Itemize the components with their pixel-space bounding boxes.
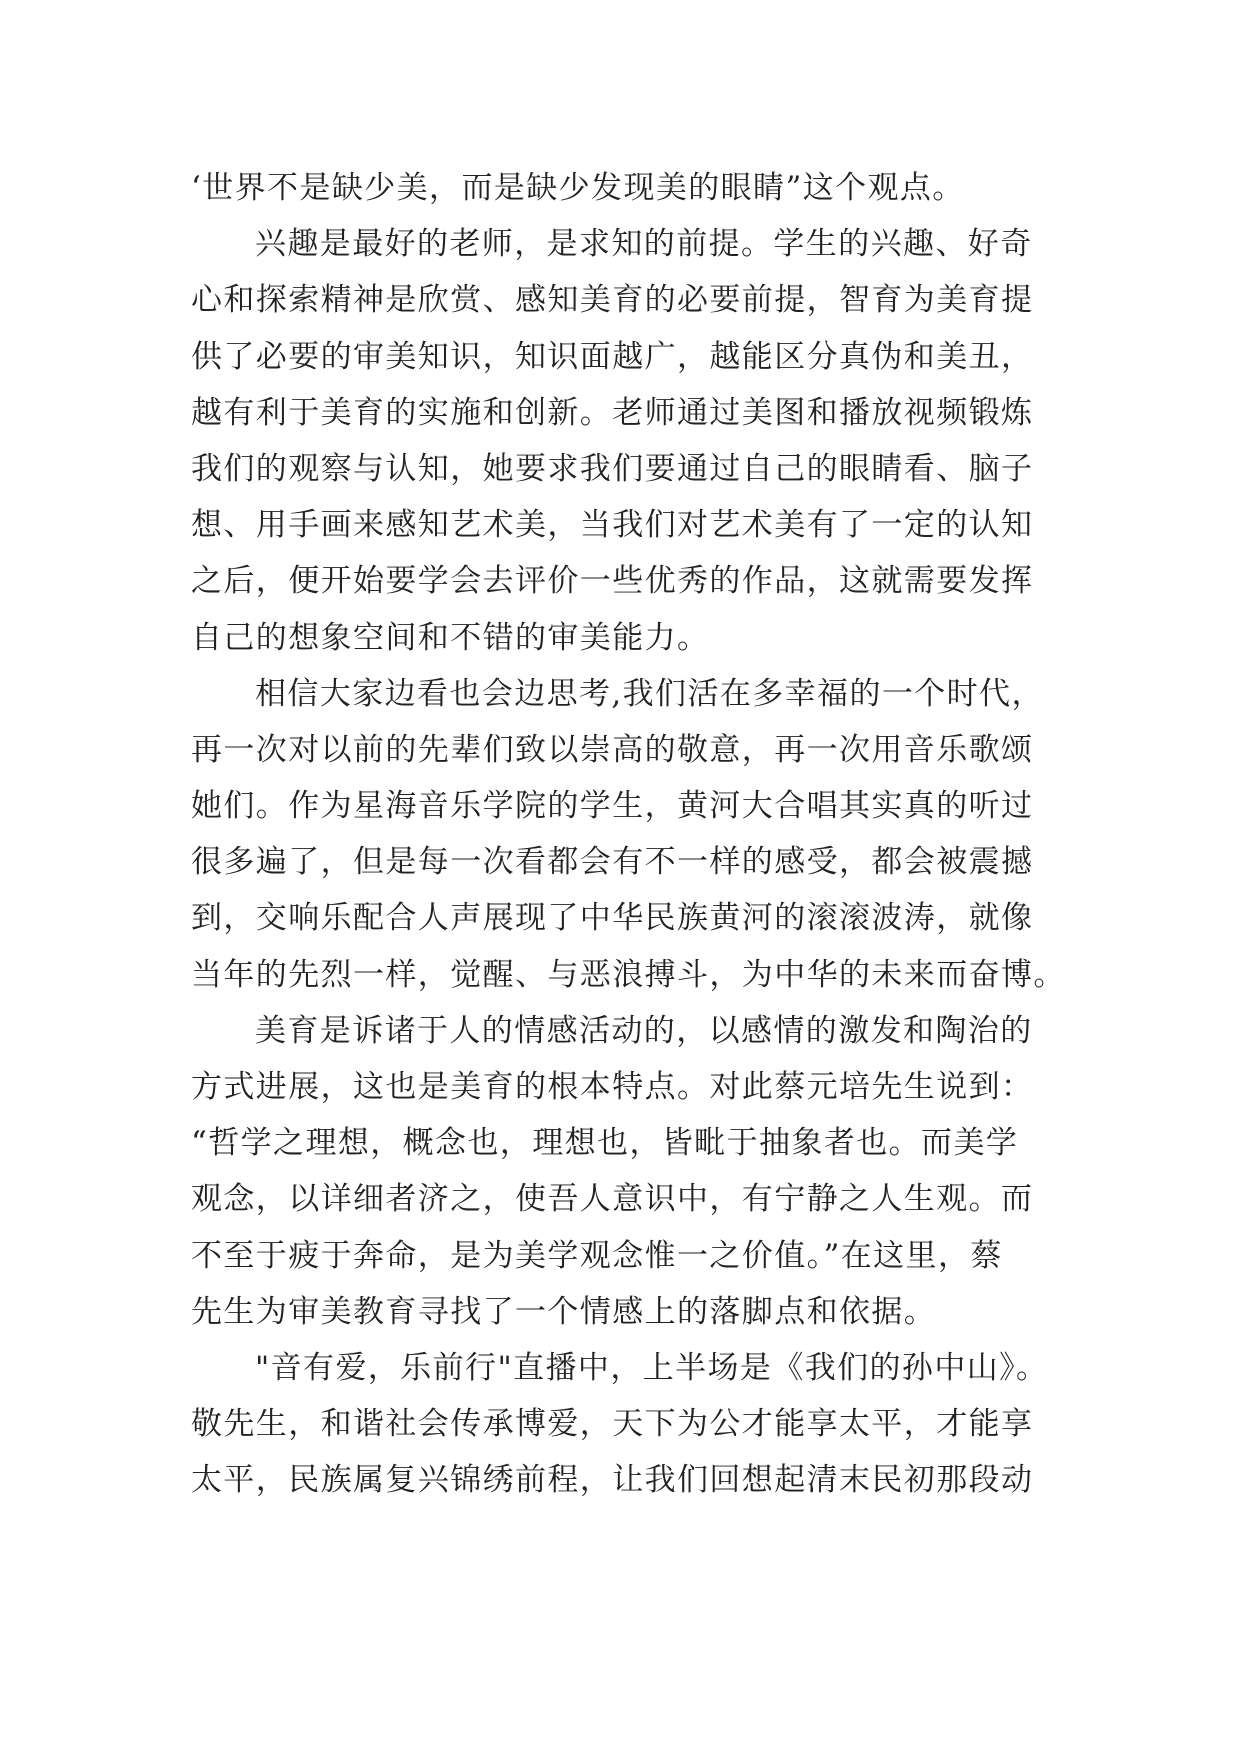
- text-line: 当年的先烈一样，觉醒、与恶浪搏斗，为中华的未来而奋博。: [191, 956, 1066, 993]
- text-line: 方式进展，这也是美育的根本特点。对此蔡元培先生说到：: [191, 1069, 1034, 1105]
- text-line: 不至于疲于奔命，是为美学观念惟一之价值。”在这里，蔡: [191, 1237, 1003, 1274]
- text-line: 兴趣是最好的老师，是求知的前提。学生的兴趣、好奇: [255, 226, 1033, 263]
- text-line: 我们的观察与认知，她要求我们要通过自己的眼睛看、脑子: [191, 450, 1034, 487]
- text-line: 越有利于美育的实施和创新。老师通过美图和播放视频锻炼: [191, 394, 1034, 431]
- text-line: 自己的想象空间和不错的审美能力。: [191, 619, 710, 656]
- text-line: 她们。作为星海音乐学院的学生，黄河大合唱其实真的听过: [191, 788, 1034, 825]
- text-line: 太平，民族属复兴锦绣前程，让我们回想起清末民初那段动: [191, 1462, 1034, 1499]
- text-line: "音有爱，乐前行"直播中，上半场是《我们的孙中山》。: [255, 1349, 1049, 1386]
- text-line: 再一次对以前的先辈们致以崇高的敬意，再一次用音乐歌颂: [191, 731, 1034, 768]
- text-line: 想、用手画来感知艺术美，当我们对艺术美有了一定的认知: [191, 507, 1034, 544]
- text-line: “哲学之理想，概念也，理想也，皆毗于抽象者也。而美学: [191, 1125, 1019, 1162]
- text-line: 观念，以详细者济之，使吾人意识中，有宁静之人生观。而: [191, 1181, 1034, 1218]
- text-line: 敬先生，和谐社会传承博爱，天下为公才能享太平，才能享: [191, 1406, 1034, 1443]
- text-line: ‘世界不是缺少美，而是缺少发现美的眼睛”这个观点。: [191, 170, 965, 206]
- document-body: [191, 160, 1066, 1509]
- text-line: 先生为审美教育寻找了一个情感上的落脚点和依据。: [191, 1293, 937, 1330]
- text-line: 心和探索精神是欣赏、感知美育的必要前提，智育为美育提: [191, 282, 1034, 319]
- text-line: 供了必要的审美知识，知识面越广，越能区分真伪和美丑，: [191, 338, 1034, 375]
- text-line: 到，交响乐配合人声展现了中华民族黄河的滚滚波涛，就像: [191, 900, 1034, 937]
- text-line: 很多遍了，但是每一次看都会有不一样的感受，都会被震撼: [191, 844, 1034, 881]
- text-line: 相信大家边看也会边思考,我们活在多幸福的一个时代，: [255, 675, 1044, 712]
- text-line: 之后，便开始要学会去评价一些优秀的作品，这就需要发挥: [191, 563, 1034, 600]
- text-line: 美育是诉诸于人的情感活动的，以感情的激发和陶治的: [255, 1012, 1033, 1049]
